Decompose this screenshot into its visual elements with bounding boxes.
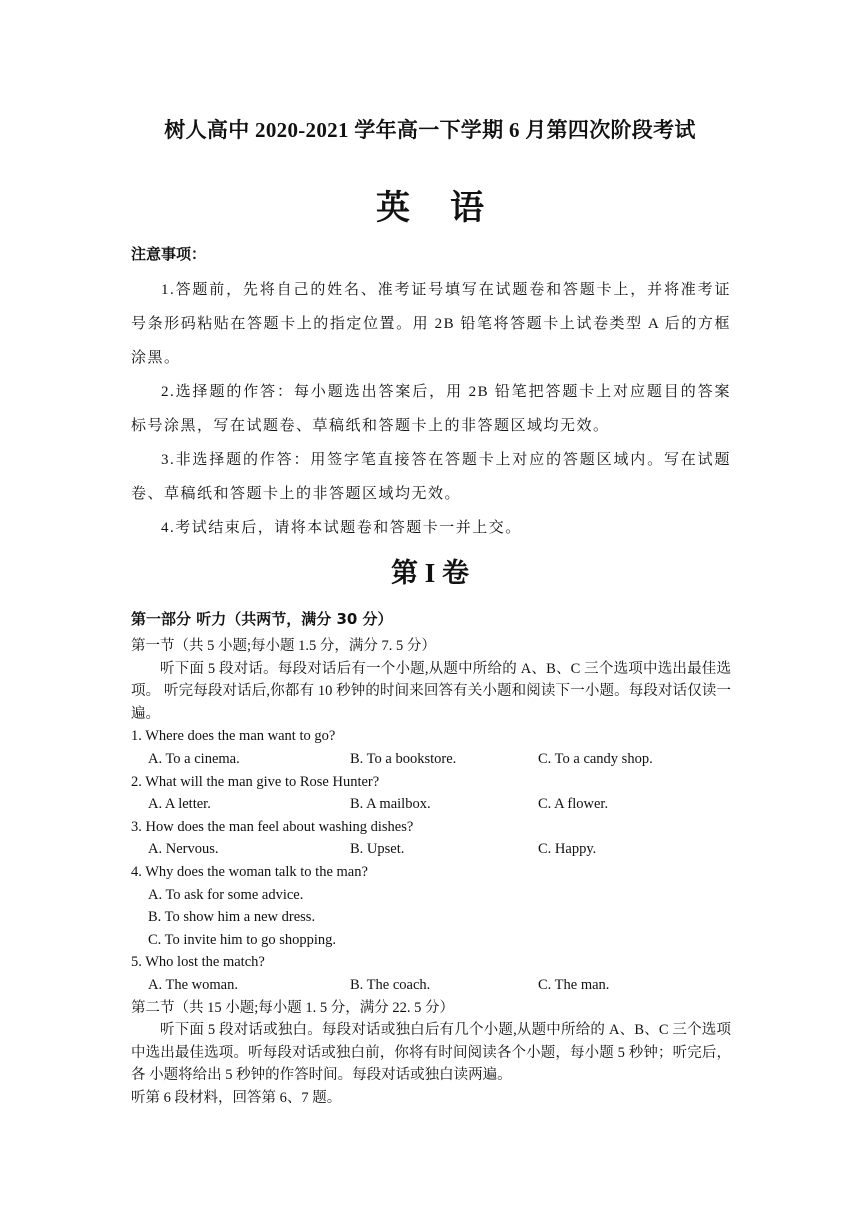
notes-list [131,273,731,545]
part-one-heading: 第一部分 听力（共两节，满分 30 分） [131,610,393,628]
option-b: B. To show him a new dress. [148,909,316,926]
note-item: 3.非选择题的作答：用签字笔直接答在答题卡上对应的答题区域内。写在试题卷、草稿纸和答题卡上的非答题区域均无效。 [131,452,731,502]
note-item: 1.答题前，先将自己的姓名、准考证号填写在试题卷和答题卡上，并将准考证号条形码粘贴在答题卡上的指定位置。用 2B 铅笔将答题卡上试卷类型 A 后的方框涂黑。 [131,282,731,366]
section-one-heading: 第一节（共 5 小题;每小题 1.5 分，满分 7. 5 分） [131,638,436,654]
question-stem: 4. Why does the woman talk to the man? [131,863,368,880]
material-prompt: 听第 6 段材料，回答第 6、7 题。 [131,1089,342,1106]
note-item: 4.考试结束后，请将本试题卷和答题卡一并上交。 [161,520,522,536]
option-a: A. Nervous. [148,841,219,858]
option-c: C. A flower. [538,796,609,813]
option-a: A. To a cinema. [148,750,240,767]
question-stem: 1. Where does the man want to go? [131,728,336,745]
option-b: B. To a bookstore. [350,750,457,767]
question-options [131,748,731,771]
option-b: B. Upset. [350,841,405,858]
option-b: B. A mailbox. [350,796,431,813]
question-stem: 2. What will the man give to Rose Hunter? [131,773,380,790]
option-c: C. The man. [538,976,610,993]
subject-title: 英语 [376,190,524,227]
section-two-heading: 第二节（共 15 小题;每小题 1. 5 分，满分 22. 5 分） [131,999,455,1016]
question-options [131,974,731,997]
note-item: 2.选择题的作答：每小题选出答案后，用 2B 铅笔把答题卡上对应题目的答案标号涂黑，写在试题卷、草稿纸和答题卡上的非答题区域均无效。 [131,384,731,434]
listening-section [131,635,731,1109]
section-one-instructions: 听下面 5 段对话。每段对话后有一个小题,从题中所给的 A、B、C 三个选项中选出最佳选项。 听完每段对话后,你都有 10 秒钟的时间来回答有关小题和阅读下一小题。每段对话仅读一遍。 [131,660,731,722]
section-two-instructions: 听下面 5 段对话或独白。每段对话或独白后有几个小题,从题中所给的 A、B、C 三个选项 中选出最佳选项。听每段对话或独白前，你将有时间阅读各个小题，每小题 5 秒钟；听完后，各 小题将给出 5 秒钟的作答时间。每段对话或独白读两遍。 [131,1022,731,1084]
question-options [131,793,731,816]
notes-heading: 注意事项： [131,245,207,263]
question-stem: 3. How does the man feel about washing dishes? [131,818,414,835]
option-c: C. To invite him to go shopping. [148,931,337,948]
option-c: C. Happy. [538,841,597,858]
question-options [131,838,731,861]
option-c: C. To a candy shop. [538,750,653,767]
option-a: A. To ask for some advice. [148,886,304,903]
option-a: A. A letter. [148,796,211,813]
question-stem: 5. Who lost the match? [131,954,265,971]
option-b: B. The coach. [350,976,431,993]
volume-title: 第 I 卷 [390,558,469,588]
exam-title: 树人高中 2020-2021 学年高一下学期 6 月第四次阶段考试 [164,118,696,142]
option-a: A. The woman. [148,976,238,993]
